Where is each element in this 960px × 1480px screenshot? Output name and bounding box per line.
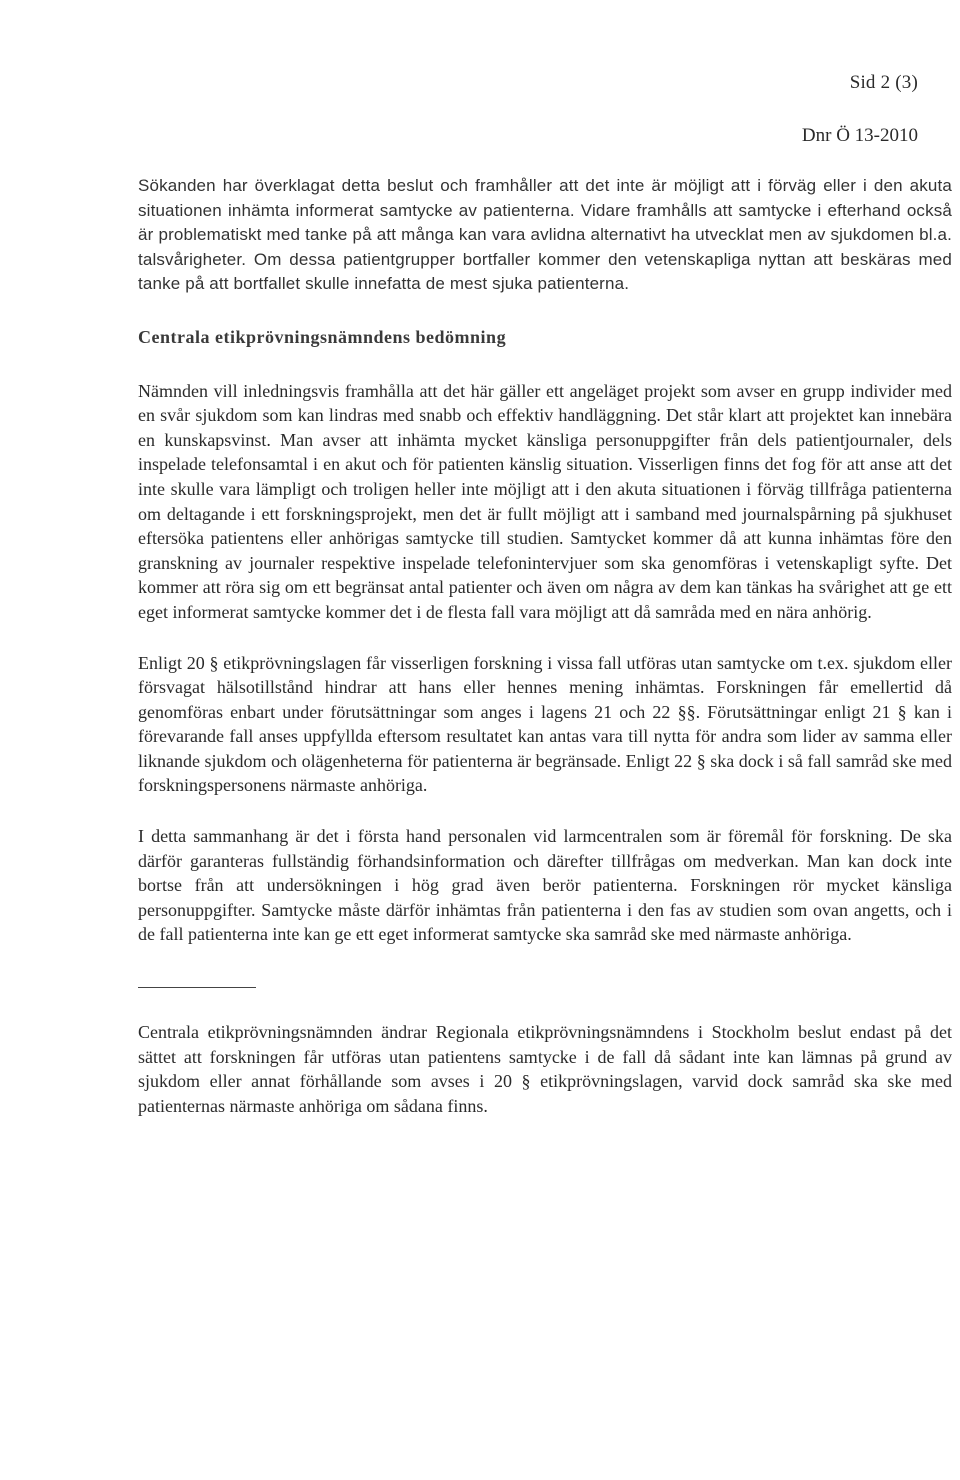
law-paragraph: Enligt 20 § etikprövningslagen får visserligen forskning i vissa fall utföras utan samtycke om t.ex. sjukdom eller försvagat hälsotillstånd hindrar att hans eller hennes mening inhämtas. Forskningen får emellertid då genomföras enbart under förutsättningar som anges i lagens 21 och 22 §§. Förutsättningar enligt 21 § kan i förevarande fall anses uppfyllda eftersom resultatet kan antas vara till nytta för andra som lider av samma eller liknande sjukdom och olägenheterna för patienterna är begränsade. Enligt 22 § ska dock i så fall samråd ske med forskningspersonens närmaste anhöriga. [138,652,952,796]
assessment-paragraph: Nämnden vill inledningsvis framhålla att det här gäller ett angeläget projekt som avser en grupp individer med en svår sjukdom som kan lindras med snabb och effektiv handläggning. Det står klart att projektet kan innebära en kunskapsvinst. Man avser att inhämta mycket känsliga personuppgifter från dels patientjournaler, dels inspelade telefonsamtal i en akut och för patienten känslig situation. Visserligen finns det fog för att anse att det inte skulle vara lämpligt och troligen heller inte möjligt att i den akuta situationen i förväg tillfråga patienterna om deltagande i ett forskningsprojekt, men det är fullt möjligt att i samband med journalspårning på sjukhuset eftersöka patientens eller anhörigas samtycke till studien. Samtycket kommer då att kunna inhämtas före den granskning av journaler respektive inspelade telefonintervjuer som ska genomföras i vetenskapligt syfte. Det kommer att röra sig om ett begränsat antal patienter och även om några av dem kan tänkas ha svårighet att ge ett eget informerat samtycke kommer det i de flesta fall vara möjligt att då samråda med en nära anhörig. [138,380,952,622]
case-number: Dnr Ö 13-2010 [801,125,918,146]
separator-rule [138,987,256,988]
section-heading: Centrala etikprövningsnämndens bedömning [138,326,507,347]
context-paragraph: I detta sammanhang är det i första hand personalen vid larmcentralen som är föremål för forskning. De ska därför garanteras fullständig förhandsinformation och därefter tillfrågas om medverkan. Man kan dock inte bortse från att undersökningen i hög grad även berör patienterna. Forskningen rör mycket känsliga personuppgifter. Samtycke måste därför inhämtas från patienterna i den fas av studien som ovan angetts, och i de fall patienterna inte kan ge ett eget informerat samtycke ska samråd ske med närmaste anhöriga. [138,826,952,945]
document-body [138,174,952,1118]
decision-paragraph: Centrala etikprövningsnämnden ändrar Regionala etikprövningsnämndens i Stockholm beslut endast på det sättet att forskningen får utföras utan patientens samtycke i de fall då sådant inte kan lämnas på grund av sjukdom eller annat förhållande som avses i 20 § etikprövningslagen, varvid dock samråd ska ske med patienternas närmaste anhöriga om sådana finns. [138,1022,952,1116]
appeal-paragraph: Sökanden har överklagat detta beslut och framhåller att det inte är möjligt att i förväg eller i den akuta situationen inhämta informerat samtycke av patienterna. Vidare framhålls att samtycke i efterhand också är problematiskt med tanke på att många kan vara avlidna alternativt ha utvecklat men av sjukdomen bl.a. talsvårigheter. Om dessa patientgrupper bortfaller kommer den vetenskapliga nyttan att beskäras med tanke på att bortfallet skulle innefatta de mest sjuka patienterna. [138,176,952,294]
page-number: Sid 2 (3) [849,72,918,93]
